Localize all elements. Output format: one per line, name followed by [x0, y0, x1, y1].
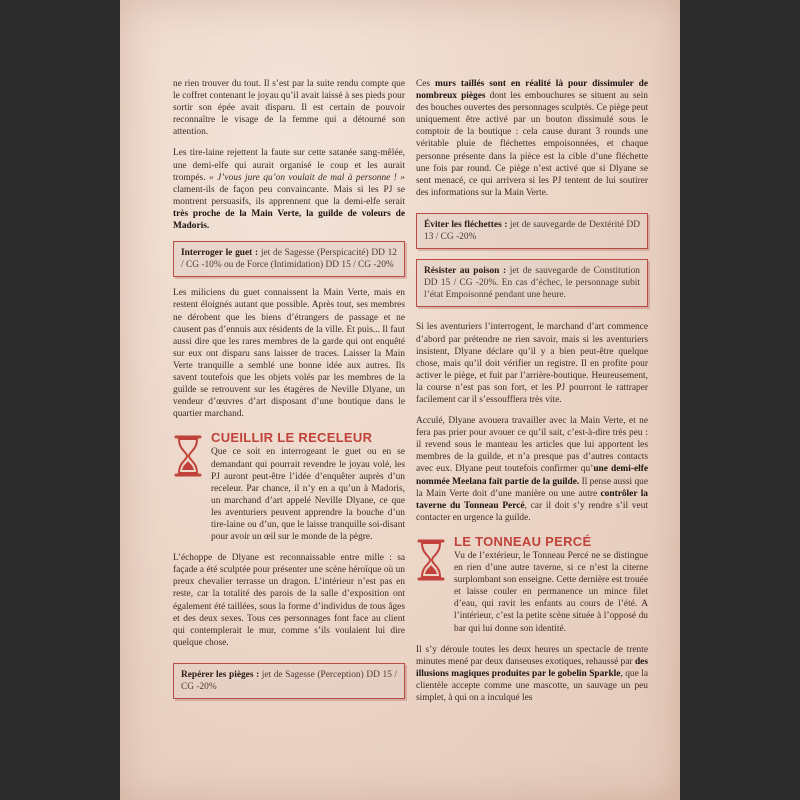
paragraph: Les miliciens du guet connaissent la Main Verte, mais en restent éloignés autant que possible. Après tout, ses membres ne dérobent que les biens d’étrangers de passage et ne causent pas d’ennuis aux résidents de la ville. Et puis... Il faut aussi dire que les rares membres de la garde qui ont enquêté sur eux ont disparu sans laisser de traces. Laisser la Main Verte tranquille a semblé une bonne idée aux autres. Ils savent toutefois que les objets volés par les membres de la guilde se retrouvent sur les étagères de Neville Dlyane, un vendeur d’œuvres d’art disposant d’une boutique dans le quartier marchand. — [173, 288, 405, 420]
rule-label: Résister au poison : — [424, 266, 507, 277]
rule-label: Éviter les fléchettes : — [424, 219, 508, 230]
paragraph: ne rien trouver du tout. Il s’est par la suite rendu compte que le coffret contenant le joyau qu’il avait laissé à ses pieds pour sortir son épée avait disparu. Il est certain de pouvoir reconnaître le visage de la femme qui a détourné son attention. — [173, 79, 405, 138]
paragraph: Vu de l’extérieur, le Tonneau Percé ne se distingue en rien d’une autre taverne, si ce n’est la citerne surplombant son enseigne. Cette dernière est trouée et laisse couler en permanence un mince filet d’eau, qui ravit les enfants au cours de l’été. A l’intérieur, c’est la petite scène située à l’opposé du bar qui lui donne son identité. — [454, 551, 648, 634]
rule-text: jet de sauvegarde de Dextérité DD 13 / CG -20% — [424, 219, 640, 243]
paragraph: Ces murs taillés sont en réalité là pour dissimuler de nombreux pièges dont les embouchures se situent au sein des bouches ouvertes des personnages sculptés. Ce piège peut uniquement être activé par un bouton dissimulé sous le comptoir de la boutique : cela cause durant 3 rounds une véritable pluie de fléchettes empoisonnées, et chaque personne présente dans la pièce est la cible d’une fléchette une fois par round. Ce piège n’est activé que si Dlyane se sent menacé, ce qui arrivera si les PJ tentent de lui soutirer des informations sur la Main Verte. — [416, 79, 648, 198]
hourglass-icon — [173, 434, 203, 478]
rule-text: jet de Sagesse (Perspicacité) DD 12 / CG -10% ou de Force (Intimidation) DD 15 / CG -20% — [181, 248, 397, 271]
rule-box-eviter-flechettes — [416, 213, 648, 249]
paragraph: Il s’y déroule toutes les deux heures un spectacle de trente minutes mené par deux danseuses exotiques, rehaussé par des illusions magiques produites par le gobelin Sparkle, que la clientèle accepte comme une mascotte, un sauvage un peu simplet, à qui on a inculqué les — [416, 644, 648, 704]
paragraph: Que ce soit en interrogeant le guet ou en se demandant qui pourrait revendre le joyau volé, les PJ auront peut-être l’idée d’enquêter auprès d’un receleur. Par chance, il n’y en a qu’un à Madoris, un marchand d’art appelé Neville Dlyane, ce que les aventuriers peuvent apprendre la bouche d’un tire-laine ou d’un, que le laisse tranquille soi-disant pour avoir un œil sur le monde de la pègre. — [211, 447, 405, 543]
rule-label: Interroger le guet : — [181, 248, 259, 259]
paragraph: Les tire-laine rejettent la faute sur cette satanée sang-mêlée, une demi-elfe qui aurait organisé le coup et les aurait trompés. « J’vous jure qu’on voulait de mal à personne ! » clament-ils de façon peu convaincante. Mais si les PJ se montrent persuasifs, ils apprennent que la demi-elfe serait très proche de la Main Verte, la guilde de voleurs de Madoris. — [173, 148, 405, 232]
left-column — [173, 78, 405, 709]
right-column — [416, 78, 648, 713]
rule-box-resister-poison — [416, 259, 648, 307]
paragraph: Acculé, Dlyane avouera travailler avec la Main Verte, et ne fera pas prier pour avouer ce qu’il sait, c’est-à-dire très peu : il revend sous le manteau les articles que lui apportent les membres de la guilde, et n’a presque pas d’autres contacts avec eux. Dlyane peut toutefois confirmer qu’une demi-elfe nommée Meelana fait partie de la guilde. Il pense aussi que la Main Verte doit d’une manière ou une autre contrôler la taverne du Tonneau Percé, car il doit s’y rendre s’il veut contacter en urgence la guilde. — [416, 416, 648, 523]
rule-text: jet de sauvegarde de Constitution DD 15 / CG -20%. En cas d’échec, le personnage subit l’état Empoisonné pendant une heure. — [424, 266, 640, 301]
document-page — [120, 0, 680, 800]
paragraph: Si les aventuriers l’interrogent, le marchand d’art commence d’abord par prétendre ne rien savoir, mais si les aventuriers insistent, Dlyane déclare qu’il y a bien peut-être quelque chose, mais qu’il doit vérifier un registre. Il en profite pour activer le piège, et fuit par l’arrière-boutique. Heureusement, la course n’est pas son fort, et les PJ pourront le rattraper facilement car il s’essoufflera très vite. — [416, 322, 648, 405]
section-cueillir-receleur — [173, 432, 405, 649]
rule-text: jet de Sagesse (Perception) DD 15 / CG -20% — [181, 669, 397, 693]
paragraph: L’échoppe de Dlyane est reconnaissable entre mille : sa façade a été sculptée pour présenter une scène héroïque où un preux chevalier terrasse un dragon. L’intérieur n’est pas en reste, car la totalité des parois de la salle d’exposition ont également été taillées, sous la forme d’individus de tous âges et des deux sexes. Tous ces personnages font face au client qui contemplerait le mur, comme s’ils voulaient lui dire quelque chose. — [173, 553, 405, 648]
section-title: CUEILLIR LE RECELEUR — [211, 430, 373, 446]
rule-box-interroger-guet — [173, 241, 405, 277]
rule-label: Repérer les pièges : — [181, 669, 260, 680]
hourglass-icon — [416, 538, 446, 582]
section-tonneau-perce — [416, 533, 648, 704]
rule-box-reperer-pieges — [173, 663, 405, 699]
section-title: LE TONNEAU PERCÉ — [454, 533, 592, 549]
